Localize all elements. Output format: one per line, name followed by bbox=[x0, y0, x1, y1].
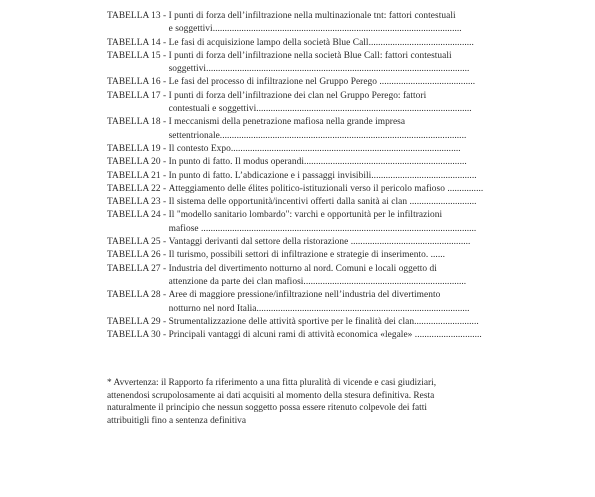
note-line: attribuitigli fino a sentenza definitiva bbox=[107, 415, 247, 426]
toc-entry-line: e soggettivi........................................................................................................ bbox=[168, 24, 462, 35]
toc-entry bbox=[107, 10, 507, 37]
note-line: attenendosi scrupolosamente ai dati acquisiti al momento della stesura definitiva. Resta bbox=[107, 390, 435, 401]
toc-entry-label: TABELLA 14 - bbox=[107, 37, 169, 48]
toc-entry-title bbox=[169, 90, 507, 117]
toc-entry-label: TABELLA 20 - bbox=[107, 157, 169, 168]
toc-entry-line: I punti di forza dell’infiltrazione dei clan nel Gruppo Perego: fattori bbox=[168, 90, 427, 101]
toc-entry-title bbox=[169, 116, 507, 143]
toc-entry bbox=[107, 183, 507, 196]
toc-entry-title bbox=[169, 289, 507, 316]
toc-entry-line: Il "modello sanitario lombardo": varchi e opportunità per le infiltrazioni bbox=[168, 210, 443, 221]
toc-entry-label: TABELLA 29 - bbox=[107, 316, 169, 327]
toc-entry-label: TABELLA 15 - bbox=[107, 50, 169, 61]
toc-entry-label: TABELLA 16 - bbox=[107, 77, 169, 88]
toc-entry-line: Vantaggi derivanti dal settore della ristorazione .................................................. bbox=[168, 237, 471, 248]
toc-entry-line: Strumentalizzazione delle attività sportive per le finalità dei clan........................... bbox=[168, 316, 479, 327]
toc-entry-label: TABELLA 24 - bbox=[107, 210, 169, 221]
toc-entry bbox=[107, 196, 507, 209]
toc-entry bbox=[107, 170, 507, 183]
toc-entry-title bbox=[169, 156, 507, 169]
toc-entry-title bbox=[169, 170, 507, 183]
note-line: * Avvertenza: il Rapporto fa riferimento a una fitta pluralità di vicende e casi giudiziari, bbox=[107, 378, 437, 388]
toc-entry-title bbox=[169, 249, 507, 262]
toc-entry-line: I meccanismi della penetrazione mafiosa nella grande impresa bbox=[168, 117, 406, 128]
table-of-contents bbox=[107, 10, 507, 342]
toc-entry-label: TABELLA 25 - bbox=[107, 237, 169, 248]
toc-entry bbox=[107, 329, 507, 342]
toc-entry-label: TABELLA 13 - bbox=[107, 11, 169, 21]
toc-entry-line: contestuali e soggettivi.......................................................................................... bbox=[168, 104, 472, 115]
toc-entry-title bbox=[169, 263, 507, 290]
toc-entry-line: Le fasi del processo di infiltrazione nel Gruppo Perego ........................................ bbox=[168, 77, 476, 88]
toc-entry-line: settentrionale....................................................................................................... bbox=[168, 130, 467, 141]
toc-entry-label: TABELLA 17 - bbox=[107, 90, 169, 101]
toc-entry-line: Il sistema delle opportunità/incentivi offerti dalla sanità ai clan ............................ bbox=[168, 197, 477, 208]
toc-entry bbox=[107, 143, 507, 156]
toc-entry-line: Atteggiamento delle élites politico-istituzionali verso il pericolo mafioso ............... bbox=[168, 183, 484, 194]
toc-entry-line: In punto di fatto. Il modus operandi.................................................................... bbox=[168, 157, 467, 168]
toc-entry-title bbox=[169, 329, 507, 342]
toc-entry bbox=[107, 209, 507, 236]
toc-entry-title bbox=[169, 143, 507, 156]
toc-entry-title bbox=[169, 316, 507, 329]
toc-entry-label: TABELLA 23 - bbox=[107, 197, 169, 208]
toc-entry-label: TABELLA 30 - bbox=[107, 330, 169, 341]
toc-entry bbox=[107, 236, 507, 249]
toc-entry-title bbox=[169, 196, 507, 209]
toc-entry-line: I punti di forza dell’infiltrazione nella società Blue Call: fattori contestuali bbox=[168, 50, 452, 61]
toc-entry-label: TABELLA 22 - bbox=[107, 183, 169, 194]
toc-entry-title bbox=[169, 183, 507, 196]
toc-entry-title bbox=[169, 37, 507, 50]
toc-entry-line: I punti di forza dell’infiltrazione nella multinazionale tnt: fattori contestuali bbox=[168, 11, 456, 21]
toc-entry bbox=[107, 316, 507, 329]
toc-entry-title bbox=[169, 50, 507, 77]
toc-entry bbox=[107, 263, 507, 290]
toc-entry bbox=[107, 249, 507, 262]
toc-entry-label: TABELLA 19 - bbox=[107, 143, 169, 154]
toc-entry-line: attenzione da parte dei clan mafiosi.................................................................... bbox=[168, 276, 467, 287]
toc-entry-label: TABELLA 28 - bbox=[107, 290, 169, 301]
toc-entry-line: In punto di fatto. L’abdicazione e i passaggi invisibili............................................ bbox=[168, 170, 477, 181]
toc-entry bbox=[107, 156, 507, 169]
toc-entry-line: Industria del divertimento notturno al nord. Comuni e locali oggetto di bbox=[168, 263, 437, 274]
toc-entry-label: TABELLA 26 - bbox=[107, 250, 169, 261]
toc-entry-line: soggettivi.............................................................................................................. bbox=[168, 64, 470, 75]
toc-entry bbox=[107, 50, 507, 77]
toc-entry-title bbox=[169, 236, 507, 249]
disclaimer-note bbox=[107, 377, 499, 427]
toc-entry-title bbox=[169, 209, 507, 236]
toc-entry bbox=[107, 116, 507, 143]
toc-entry-line: Principali vantaggi di alcuni rami di attività economica «legale» ............................ bbox=[168, 330, 482, 341]
toc-entry-line: mafiose ................................................................................................................... bbox=[168, 223, 477, 234]
toc-entry bbox=[107, 90, 507, 117]
note-line: naturalmente il principio che nessun soggetto possa essere ritenuto colpevole dei fatti bbox=[107, 403, 427, 414]
toc-entry-title bbox=[169, 76, 507, 89]
toc-entry-label: TABELLA 27 - bbox=[107, 263, 169, 274]
toc-entry bbox=[107, 76, 507, 89]
toc-entry-line: Le fasi di acquisizione lampo della società Blue Call............................................ bbox=[168, 37, 474, 48]
toc-entry-label: TABELLA 18 - bbox=[107, 117, 169, 128]
toc-entry-line: Il contesto Expo................................................................................................ bbox=[168, 143, 461, 154]
toc-entry-line: Il turismo, possibili settori di infiltrazione e strategie di inserimento. ...... bbox=[168, 250, 446, 261]
toc-entry-label: TABELLA 21 - bbox=[107, 170, 169, 181]
toc-entry-line: notturno nel nord Italia......................................................................................... bbox=[168, 303, 470, 314]
toc-entry bbox=[107, 37, 507, 50]
toc-entry bbox=[107, 289, 507, 316]
toc-entry-title bbox=[169, 10, 507, 37]
toc-entry-line: Aree di maggiore pressione/infiltrazione nell’industria del divertimento bbox=[168, 290, 441, 301]
